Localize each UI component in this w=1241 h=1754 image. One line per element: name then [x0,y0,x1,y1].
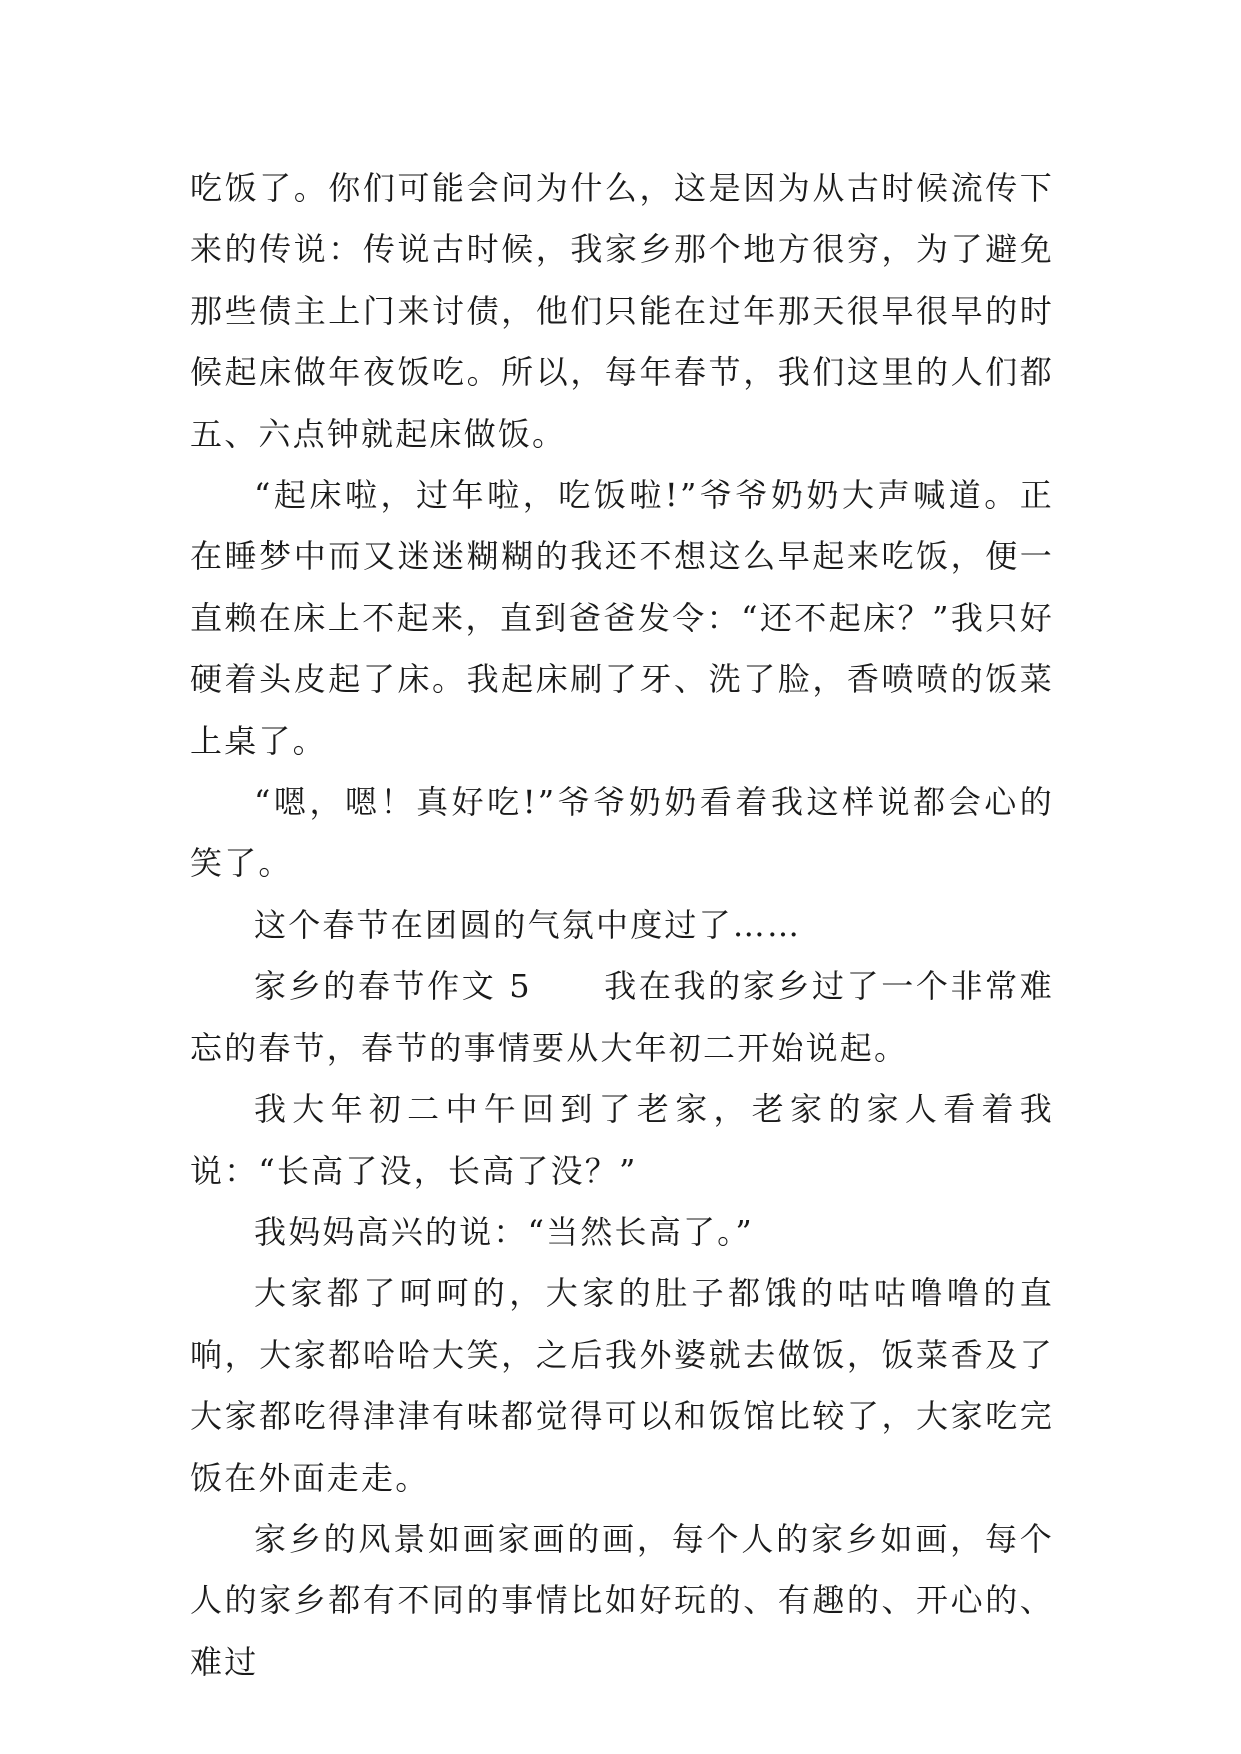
paragraph-7: 我妈妈高兴的说：“当然长高了。” [254,1212,754,1251]
paragraph-6: 我大年初二中午回到了老家，老家的家人看着我说：“长高了没，长高了没？” [190,1090,1054,1190]
paragraph-8: 大家都了呵呵的，大家的肚子都饿的咕咕噜噜的直响，大家都哈哈大笑，之后我外婆就去做饭，饭菜香及了大家都吃得津津有味都觉得可以和饭馆比较了，大家吃完饭在外面走走。 [190,1274,1054,1497]
section-first-text: 我在我的家乡过了一个非常难忘的春节，春节的事情要从大年初二开始说起。 [190,967,1054,1067]
paragraph-3: “嗯，嗯！真好吃!”爷爷奶奶看着我这样说都会心的笑了。 [190,783,1054,883]
section-paragraph [190,956,1054,1079]
paragraph-4: 这个春节在团圆的气氛中度过了…… [254,905,802,944]
document-body [190,158,1054,1693]
paragraph-9: 家乡的风景如画家画的画，每个人的家乡如画，每个人的家乡都有不同的事情比如好玩的、有趣的、开心的、难过 [190,1519,1054,1681]
paragraph-1: 吃饭了。你们可能会问为什么，这是因为从古时候流传下来的传说：传说古时候，我家乡那个地方很穷，为了避免那些债主上门来讨债，他们只能在过年那天很早很早的时候起床做年夜饭吃。所以，每年春节，我们这里的人们都五、六点钟就起床做饭。 [190,169,1054,453]
paragraph-2: “起床啦，过年啦，吃饭啦!”爷爷奶奶大声喊道。正在睡梦中而又迷迷糊糊的我还不想这么早起来吃饭，便一直赖在床上不起来，直到爸爸发令：“还不起床？”我只好硬着头皮起了床。我起床刷了牙、洗了脸，香喷喷的饭菜上桌了。 [190,476,1054,760]
section-title: 家乡的春节作文 5 [254,967,532,1006]
